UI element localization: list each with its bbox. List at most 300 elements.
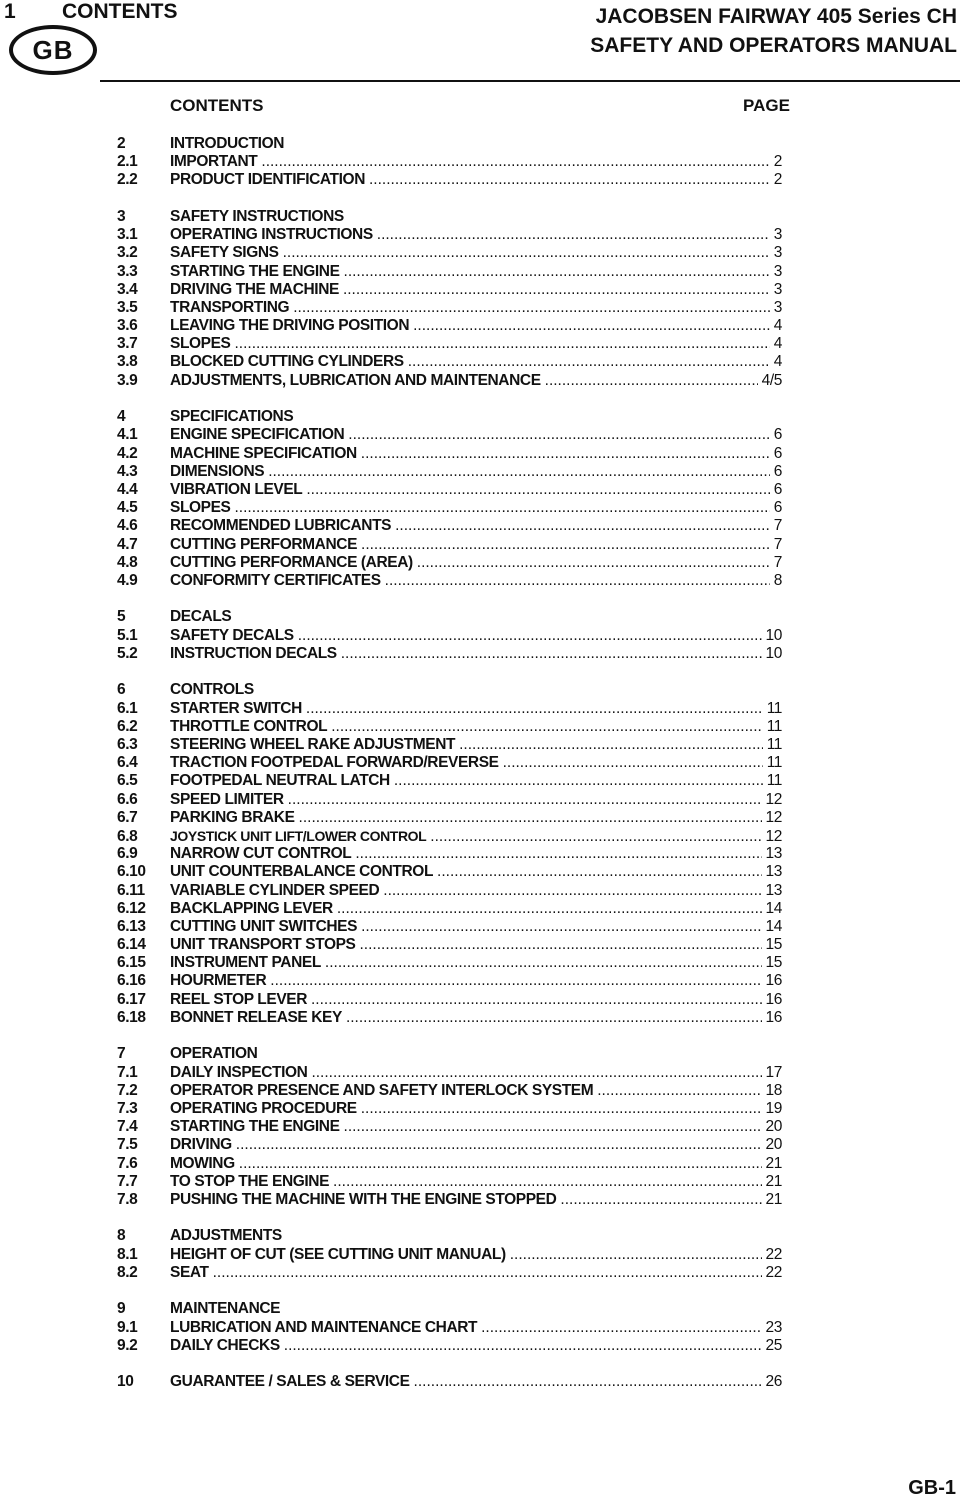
toc-entry-number: 6.7 <box>117 808 138 826</box>
dot-leader <box>306 700 763 718</box>
dot-leader <box>344 1118 762 1136</box>
toc-section-title: SAFETY INSTRUCTIONS <box>170 207 344 225</box>
toc-entry-label: BONNET RELEASE KEY <box>170 1008 342 1026</box>
dot-leader <box>333 1173 762 1191</box>
toc-entry-number: 3.8 <box>117 353 138 371</box>
dot-leader <box>597 1082 761 1100</box>
toc-entry[interactable] <box>117 1082 782 1100</box>
dot-leader <box>213 1264 762 1282</box>
toc-entry-label: ADJUSTMENTS, LUBRICATION AND MAINTENANCE <box>170 371 541 389</box>
toc-page-number: 11 <box>766 736 782 753</box>
toc-page-number: 21 <box>765 1172 782 1190</box>
dot-leader <box>510 1246 762 1264</box>
table-of-contents <box>117 135 782 1410</box>
toc-section-heading[interactable] <box>117 608 782 626</box>
dot-leader <box>545 372 758 390</box>
toc-page-number: 7 <box>773 553 782 571</box>
toc-entry-number: 7.3 <box>117 1099 138 1117</box>
toc-entry-label: DRIVING THE MACHINE <box>170 280 339 298</box>
dot-leader <box>270 972 761 990</box>
toc-page-number: 6 <box>773 462 782 480</box>
toc-entry[interactable] <box>117 281 782 299</box>
toc-entry-label: THROTTLE CONTROL <box>170 717 328 735</box>
toc-entry-label: UNIT TRANSPORT STOPS <box>170 936 356 954</box>
toc-entry-label: VIBRATION LEVEL <box>170 480 303 498</box>
toc-page-number: 12 <box>765 808 782 826</box>
toc-page-number: 18 <box>765 1081 782 1099</box>
dot-leader <box>437 863 762 881</box>
toc-entry-label: OPERATING PROCEDURE <box>170 1099 357 1117</box>
toc-section-title: MAINTENANCE <box>170 1300 281 1318</box>
dot-leader <box>430 828 761 846</box>
toc-entry[interactable] <box>117 426 782 444</box>
toc-entry-label: DRIVING <box>170 1136 232 1154</box>
toc-page-number: 15 <box>765 936 782 954</box>
toc-entry-label: TRACTION FOOTPEDAL FORWARD/REVERSE <box>170 754 499 772</box>
toc-entry[interactable] <box>117 445 782 463</box>
toc-entry-number: 4.7 <box>117 535 138 553</box>
toc-entry-label: SEAT <box>170 1263 209 1281</box>
dot-leader <box>344 263 770 281</box>
toc-entry-label: RECOMMENDED LUBRICANTS <box>170 517 392 535</box>
toc-entry[interactable] <box>117 171 782 189</box>
toc-section-number: 2 <box>117 135 126 152</box>
toc-entry-number: 2.2 <box>117 171 138 189</box>
toc-page-number: 11 <box>766 699 782 717</box>
toc-page-number: 3 <box>773 244 782 262</box>
toc-entry[interactable] <box>117 972 782 990</box>
toc-entry-label: BACKLAPPING LEVER <box>170 899 333 917</box>
toc-entry-label: STARTING THE ENGINE <box>170 1118 340 1136</box>
toc-section <box>117 135 782 190</box>
toc-entry-number: 3.6 <box>117 317 138 335</box>
toc-entry-label: OPERATOR PRESENCE AND SAFETY INTERLOCK SYSTEM <box>170 1081 594 1099</box>
toc-section-title: CONTROLS <box>170 681 254 699</box>
toc-entry[interactable] <box>117 809 782 827</box>
toc-entry[interactable] <box>117 900 782 918</box>
dot-leader <box>377 226 770 244</box>
dot-leader <box>361 536 770 554</box>
toc-entry-number: 7.1 <box>117 1063 138 1081</box>
toc-entry-number: 8.2 <box>117 1263 138 1281</box>
toc-section-title: SPECIFICATIONS <box>170 408 294 426</box>
toc-entry-label: CUTTING PERFORMANCE <box>170 535 358 553</box>
dot-leader <box>346 1009 762 1027</box>
dot-leader <box>288 791 762 809</box>
toc-entry[interactable] <box>117 226 782 244</box>
dot-leader <box>298 627 762 645</box>
section-number: 1 <box>4 0 16 23</box>
dot-leader <box>459 736 763 754</box>
toc-entry[interactable] <box>117 863 782 881</box>
page-column-heading: PAGE <box>743 96 790 115</box>
toc-entry-number: 6.1 <box>117 699 138 717</box>
dot-leader <box>503 754 763 772</box>
toc-entry-label: IMPORTANT <box>170 153 258 171</box>
toc-page-number: 6 <box>773 426 782 444</box>
toc-entry-label: OPERATING INSTRUCTIONS <box>170 226 373 244</box>
dot-leader <box>343 281 770 299</box>
toc-section-heading[interactable] <box>117 1045 782 1063</box>
toc-entry-number: 7.2 <box>117 1081 138 1099</box>
toc-page-number: 12 <box>765 827 782 845</box>
toc-entry-number: 6.5 <box>117 772 138 790</box>
toc-entry-label: JOYSTICK UNIT LIFT/LOWER CONTROL <box>170 827 427 844</box>
toc-page-number: 8 <box>773 571 782 589</box>
toc-entry-label: CUTTING UNIT SWITCHES <box>170 917 358 935</box>
toc-entry-label: CUTTING PERFORMANCE (AREA) <box>170 553 413 571</box>
toc-entry-number: 4.2 <box>117 444 138 462</box>
toc-entry-number: 2.1 <box>117 153 138 171</box>
toc-entry[interactable] <box>117 736 782 754</box>
toc-entry-label: STARTING THE ENGINE <box>170 262 340 280</box>
toc-page-number: 7 <box>773 517 782 535</box>
dot-leader <box>348 426 769 444</box>
toc-entry-number: 7.7 <box>117 1172 138 1190</box>
toc-entry-label: NARROW CUT CONTROL <box>170 845 352 863</box>
dot-leader <box>413 317 770 335</box>
page-number: GB-1 <box>908 1477 956 1499</box>
toc-entry[interactable] <box>117 1009 782 1027</box>
toc-section-title: OPERATION <box>170 1045 258 1063</box>
toc-entry-label: TRANSPORTING <box>170 298 290 316</box>
toc-entry-label: LUBRICATION AND MAINTENANCE CHART <box>170 1318 478 1336</box>
toc-entry-number: 3.2 <box>117 244 138 262</box>
dot-leader <box>299 809 762 827</box>
toc-entry-label: MACHINE SPECIFICATION <box>170 444 357 462</box>
toc-section-number: 6 <box>117 681 126 699</box>
toc-entry[interactable] <box>117 882 782 900</box>
toc-entry-number: 3.4 <box>117 280 138 298</box>
toc-page-number: 16 <box>765 972 782 990</box>
toc-page-number: 3 <box>773 226 782 244</box>
toc-entry[interactable] <box>117 1064 782 1082</box>
toc-entry[interactable] <box>117 627 782 645</box>
dot-leader <box>361 1100 762 1118</box>
toc-entry[interactable] <box>117 463 782 481</box>
manual-title-line2: SAFETY AND OPERATORS MANUAL <box>590 34 957 57</box>
toc-entry-label: DIMENSIONS <box>170 462 265 480</box>
dot-leader <box>359 936 761 954</box>
toc-entry[interactable] <box>117 936 782 954</box>
toc-section <box>117 1045 782 1209</box>
toc-entry[interactable] <box>117 1319 782 1337</box>
toc-page-number: 11 <box>766 717 782 735</box>
toc-entry-number: 6.16 <box>117 972 146 990</box>
toc-entry[interactable] <box>117 772 782 790</box>
toc-page-number: 26 <box>765 1373 782 1391</box>
toc-page-number: 4/5 <box>761 371 782 389</box>
toc-page-number: 14 <box>765 899 782 917</box>
dot-leader <box>361 445 770 463</box>
toc-page-number: 11 <box>766 754 782 772</box>
dot-leader <box>414 1373 762 1391</box>
toc-entry[interactable] <box>117 1118 782 1136</box>
toc-page-number: 16 <box>765 990 782 1008</box>
dot-leader <box>355 845 761 863</box>
toc-section-heading[interactable] <box>117 408 782 426</box>
toc-section-number: 5 <box>117 608 126 626</box>
toc-entry[interactable] <box>117 299 782 317</box>
dot-leader <box>306 481 769 499</box>
toc-entry-number: 4.6 <box>117 517 138 535</box>
toc-entry-number: 5.1 <box>117 626 138 644</box>
toc-entry-number: 6.6 <box>117 790 138 808</box>
dot-leader <box>369 171 770 189</box>
toc-entry-number: 3.3 <box>117 262 138 280</box>
toc-entry[interactable] <box>117 645 782 663</box>
toc-entry[interactable] <box>117 991 782 1009</box>
dot-leader <box>239 1155 762 1173</box>
toc-entry-label: DAILY CHECKS <box>170 1336 280 1354</box>
toc-page-number: 4 <box>773 353 782 371</box>
toc-entry[interactable] <box>117 372 782 390</box>
toc-entry[interactable] <box>117 499 782 517</box>
manual-title-line1: JACOBSEN FAIRWAY 405 Series CH <box>595 5 957 28</box>
dot-leader <box>331 718 763 736</box>
toc-page-number: 3 <box>773 280 782 298</box>
toc-section <box>117 681 782 1027</box>
dot-leader <box>417 554 770 572</box>
toc-section <box>117 1227 782 1282</box>
toc-entry-number: 6.13 <box>117 917 146 935</box>
toc-page-number: 22 <box>765 1263 782 1281</box>
toc-entry[interactable] <box>117 153 782 171</box>
dot-leader <box>341 645 762 663</box>
toc-entry-number: 3.9 <box>117 371 138 389</box>
toc-entry-number: 4.3 <box>117 462 138 480</box>
toc-section-number: 10 <box>117 1373 134 1391</box>
toc-page-number: 15 <box>765 954 782 972</box>
toc-entry[interactable] <box>117 353 782 371</box>
toc-entry-label: INSTRUCTION DECALS <box>170 644 337 662</box>
toc-entry-number: 6.3 <box>117 736 138 753</box>
dot-leader <box>234 335 769 353</box>
toc-page-number: 17 <box>765 1063 782 1081</box>
dot-leader <box>283 244 770 262</box>
toc-entry[interactable] <box>117 754 782 772</box>
toc-entry-number: 5.2 <box>117 644 138 662</box>
toc-section <box>117 408 782 590</box>
toc-page-number: 20 <box>765 1118 782 1136</box>
toc-page-number: 2 <box>773 153 782 171</box>
toc-entry[interactable] <box>117 1100 782 1118</box>
toc-entry[interactable] <box>117 1136 782 1154</box>
dot-leader <box>361 918 761 936</box>
dot-leader <box>385 572 770 590</box>
toc-section-title: GUARANTEE / SALES & SERVICE <box>170 1373 410 1391</box>
dot-leader <box>325 954 762 972</box>
dot-leader <box>311 991 762 1009</box>
toc-page-number: 2 <box>773 171 782 189</box>
toc-entry-label: INSTRUMENT PANEL <box>170 954 321 972</box>
manual-title <box>590 2 957 60</box>
toc-entry[interactable] <box>117 718 782 736</box>
toc-section-heading[interactable] <box>117 208 782 226</box>
section-title: CONTENTS <box>62 0 178 23</box>
toc-entry[interactable] <box>117 1191 782 1209</box>
toc-entry[interactable] <box>117 1337 782 1355</box>
toc-page-number: 20 <box>765 1136 782 1154</box>
toc-page-number: 21 <box>765 1190 782 1208</box>
toc-page-number: 7 <box>773 535 782 553</box>
toc-entry-label: FOOTPEDAL NEUTRAL LATCH <box>170 772 390 790</box>
toc-entry-label: ENGINE SPECIFICATION <box>170 426 345 444</box>
toc-entry-label: HOURMETER <box>170 972 267 990</box>
toc-entry-number: 6.4 <box>117 754 138 772</box>
toc-entry[interactable] <box>117 1246 782 1264</box>
toc-entry-label: SPEED LIMITER <box>170 790 284 808</box>
toc-entry-label: STARTER SWITCH <box>170 699 302 717</box>
toc-entry-number: 7.5 <box>117 1136 138 1154</box>
toc-entry-number: 6.12 <box>117 899 146 917</box>
toc-entry[interactable] <box>117 263 782 281</box>
toc-entry-label: REEL STOP LEVER <box>170 990 307 1008</box>
toc-section-title: INTRODUCTION <box>170 135 285 152</box>
toc-entry-number: 6.9 <box>117 845 138 863</box>
toc-entry[interactable] <box>117 1155 782 1173</box>
toc-entry-number: 6.15 <box>117 954 146 972</box>
dot-leader <box>236 1136 762 1154</box>
toc-entry-number: 6.10 <box>117 863 146 881</box>
toc-entry-number: 9.1 <box>117 1318 138 1336</box>
toc-page-number: 21 <box>765 1154 782 1172</box>
dot-leader <box>337 900 762 918</box>
toc-entry-number: 6.18 <box>117 1008 146 1026</box>
toc-section <box>117 608 782 663</box>
toc-page-number: 3 <box>773 298 782 316</box>
toc-entry-label: SLOPES <box>170 499 231 517</box>
language-badge: GB <box>9 25 97 75</box>
toc-page-number: 10 <box>765 626 782 644</box>
toc-entry-number: 6.2 <box>117 717 138 735</box>
toc-entry-number: 4.1 <box>117 426 138 444</box>
toc-entry-label: HEIGHT OF CUT (SEE CUTTING UNIT MANUAL) <box>170 1245 506 1263</box>
toc-page-number: 4 <box>773 335 782 353</box>
toc-entry[interactable] <box>117 536 782 554</box>
dot-leader <box>560 1191 761 1209</box>
toc-entry-label: PUSHING THE MACHINE WITH THE ENGINE STOPPED <box>170 1190 557 1208</box>
toc-entry-label: CONFORMITY CERTIFICATES <box>170 571 381 589</box>
toc-page-number: 13 <box>765 881 782 899</box>
toc-entry-label: STEERING WHEEL RAKE ADJUSTMENT <box>170 736 456 753</box>
toc-entry-label: PRODUCT IDENTIFICATION <box>170 171 365 189</box>
toc-entry-label: SLOPES <box>170 335 231 353</box>
toc-entry-number: 9.2 <box>117 1336 138 1354</box>
toc-entry-number: 7.8 <box>117 1190 138 1208</box>
toc-entry[interactable] <box>117 554 782 572</box>
toc-section-number: 7 <box>117 1045 126 1063</box>
toc-entry-number: 3.5 <box>117 298 138 316</box>
toc-entry[interactable] <box>117 572 782 590</box>
toc-entry[interactable] <box>117 335 782 353</box>
dot-leader <box>311 1064 761 1082</box>
toc-section-heading[interactable] <box>117 1227 782 1245</box>
toc-entry[interactable] <box>117 1173 782 1191</box>
toc-entry[interactable] <box>117 1264 782 1282</box>
toc-entry-label: BLOCKED CUTTING CYLINDERS <box>170 353 404 371</box>
toc-entry-label: SAFETY DECALS <box>170 626 294 644</box>
toc-entry-number: 4.4 <box>117 480 138 498</box>
toc-section-number: 8 <box>117 1227 126 1245</box>
toc-entry-number: 6.11 <box>117 881 145 899</box>
toc-section <box>117 1373 782 1391</box>
toc-page-number: 3 <box>773 262 782 280</box>
toc-page-number: 4 <box>773 317 782 335</box>
toc-entry[interactable] <box>117 481 782 499</box>
toc-page-number: 11 <box>766 772 782 790</box>
toc-entry[interactable] <box>117 918 782 936</box>
toc-entry-number: 8.1 <box>117 1245 138 1263</box>
toc-entry[interactable] <box>117 517 782 535</box>
toc-page-number: 6 <box>773 499 782 517</box>
toc-entry[interactable] <box>117 244 782 262</box>
toc-entry-number: 4.5 <box>117 499 138 517</box>
toc-entry[interactable] <box>117 700 782 718</box>
toc-entry-number: 4.8 <box>117 553 138 571</box>
toc-section-title: DECALS <box>170 608 232 626</box>
toc-page-number: 25 <box>765 1336 782 1354</box>
dot-leader <box>395 517 770 535</box>
toc-page-number: 19 <box>765 1099 782 1117</box>
toc-entry[interactable] <box>117 954 782 972</box>
toc-entry-number: 6.17 <box>117 990 146 1008</box>
toc-entry-label: MOWING <box>170 1154 235 1172</box>
toc-entry[interactable] <box>117 845 782 863</box>
toc-entry-label: DAILY INSPECTION <box>170 1063 308 1081</box>
toc-page-number: 13 <box>765 863 782 881</box>
toc-page-number: 22 <box>765 1245 782 1263</box>
toc-entry[interactable] <box>117 827 782 845</box>
toc-page-number: 6 <box>773 480 782 498</box>
toc-section-heading[interactable] <box>117 681 782 699</box>
toc-section <box>117 208 782 390</box>
dot-leader <box>394 772 763 790</box>
toc-page-number: 16 <box>765 1008 782 1026</box>
toc-section-heading[interactable] <box>117 135 782 153</box>
dot-leader <box>268 463 770 481</box>
toc-section-heading[interactable] <box>117 1300 782 1318</box>
toc-entry-number: 7.6 <box>117 1154 138 1172</box>
toc-section-number: 4 <box>117 408 126 426</box>
toc-entry-number: 3.1 <box>117 226 138 244</box>
toc-section <box>117 1300 782 1355</box>
toc-entry-label: VARIABLE CYLINDER SPEED <box>170 881 380 899</box>
toc-entry-label: UNIT COUNTERBALANCE CONTROL <box>170 863 434 881</box>
toc-page-number: 6 <box>773 444 782 462</box>
toc-section-title: ADJUSTMENTS <box>170 1227 282 1245</box>
dot-leader <box>293 299 770 317</box>
toc-entry-label: TO STOP THE ENGINE <box>170 1172 330 1190</box>
toc-section-heading[interactable] <box>117 1373 782 1391</box>
toc-entry[interactable] <box>117 317 782 335</box>
toc-entry-label: PARKING BRAKE <box>170 808 295 826</box>
dot-leader <box>261 153 769 171</box>
toc-entry-number: 7.4 <box>117 1118 138 1136</box>
contents-column-heading: CONTENTS <box>170 96 264 115</box>
toc-page-number: 13 <box>765 845 782 863</box>
dot-leader <box>383 882 761 900</box>
toc-page-number: 12 <box>765 790 782 808</box>
toc-entry[interactable] <box>117 791 782 809</box>
toc-entry-label: LEAVING THE DRIVING POSITION <box>170 317 410 335</box>
toc-section-number: 3 <box>117 207 126 225</box>
dot-leader <box>481 1319 761 1337</box>
toc-entry-number: 3.7 <box>117 335 138 353</box>
header-rule <box>100 80 960 82</box>
dot-leader <box>234 499 769 517</box>
toc-page-number: 23 <box>765 1318 782 1336</box>
